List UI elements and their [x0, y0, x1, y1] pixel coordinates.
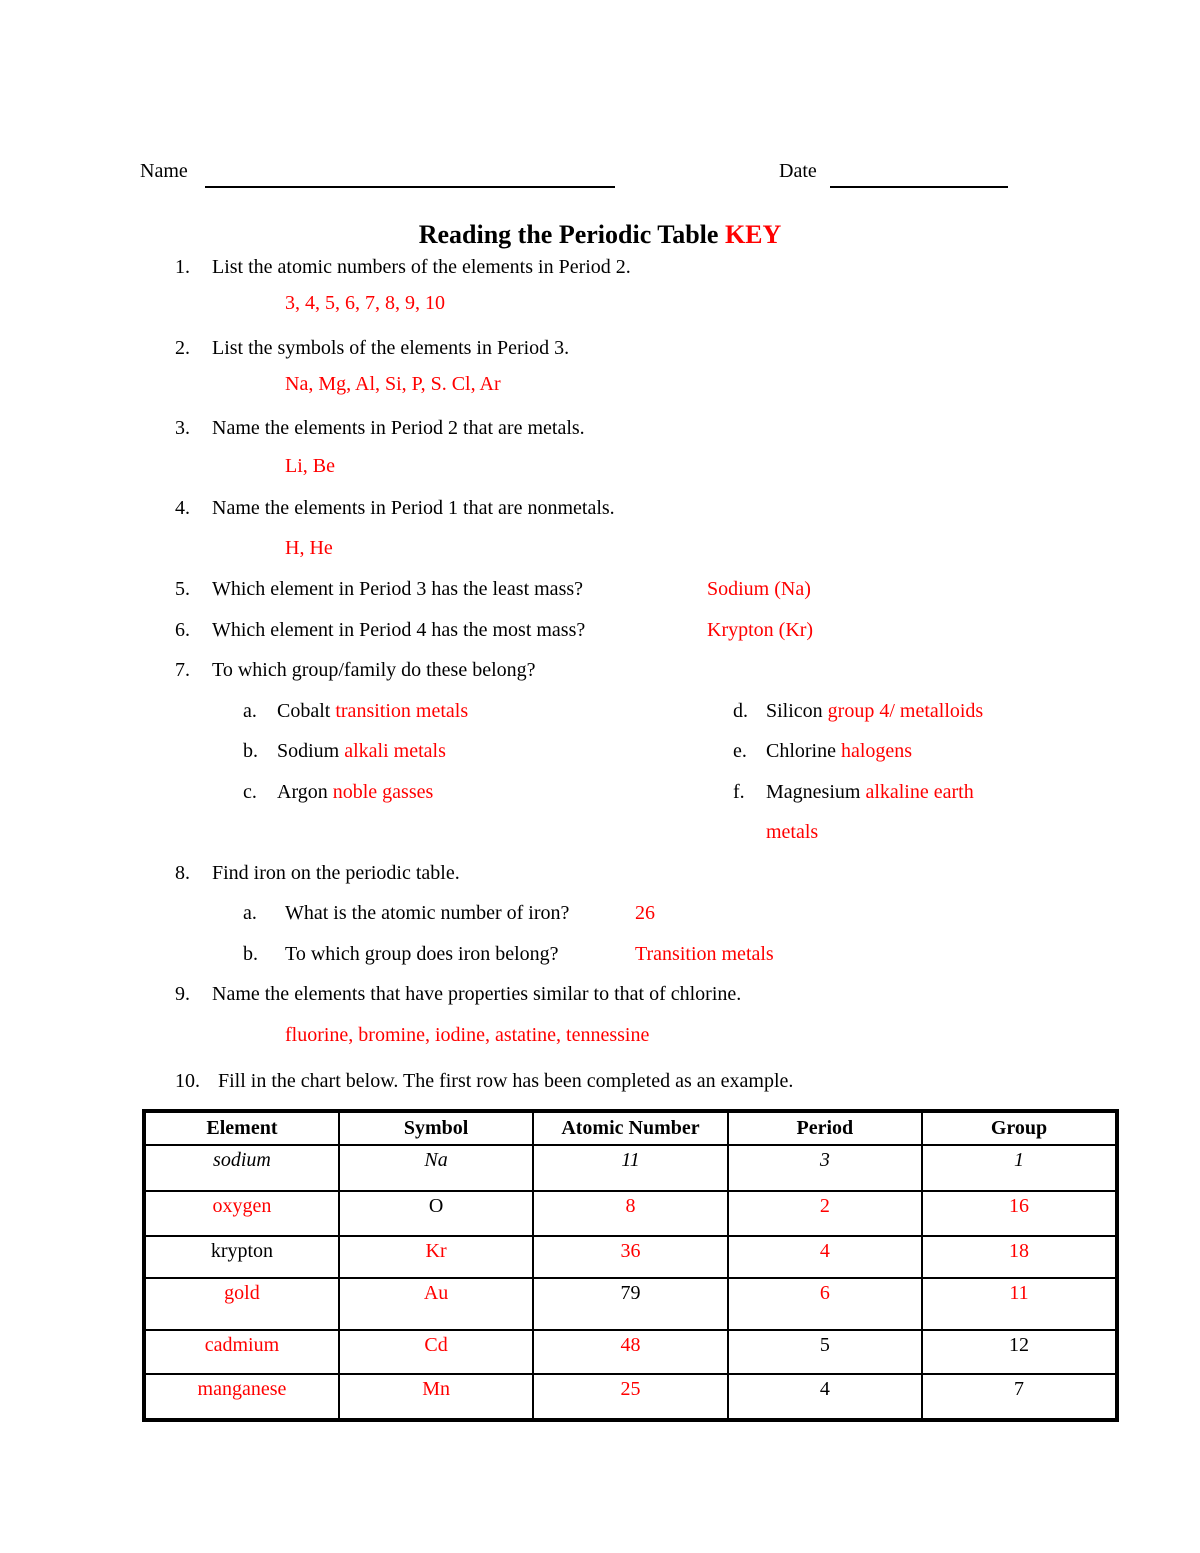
- question-text: Find iron on the periodic table.: [212, 862, 460, 884]
- table-cell: 12: [922, 1330, 1116, 1374]
- subitem-body: [277, 698, 468, 724]
- table-header-cell: Element: [145, 1112, 339, 1145]
- table-row: [145, 1145, 1117, 1191]
- question-number: 6.: [175, 619, 190, 641]
- question-text: To which group/family do these belong?: [212, 659, 536, 681]
- table-cell: 3: [728, 1145, 922, 1191]
- table-row: [145, 1278, 1117, 1330]
- table-cell: 2: [728, 1191, 922, 1236]
- subitem-letter: f.: [733, 781, 745, 803]
- table-cell: 8: [533, 1191, 727, 1236]
- table-cell: 11: [533, 1145, 727, 1191]
- question-text: List the atomic numbers of the elements in Period 2.: [212, 256, 631, 278]
- table-header-cell: Period: [728, 1112, 922, 1145]
- table-cell: 18: [922, 1236, 1116, 1278]
- answers-table: [143, 1110, 1118, 1421]
- answer-text: Na, Mg, Al, Si, P, S. Cl, Ar: [285, 373, 501, 395]
- table-cell: Na: [339, 1145, 533, 1191]
- question-text: Name the elements in Period 1 that are nonmetals.: [212, 497, 615, 519]
- subitem-letter: c.: [243, 781, 257, 803]
- table-row: [145, 1191, 1117, 1236]
- date-blank-line: [830, 154, 1008, 188]
- table-cell: 79: [533, 1278, 727, 1330]
- table-cell: 36: [533, 1236, 727, 1278]
- subitem-letter: b.: [243, 740, 258, 762]
- table-row: [145, 1236, 1117, 1278]
- question-text: Name the elements that have properties similar to that of chlorine.: [212, 983, 742, 1005]
- table-cell: Cd: [339, 1330, 533, 1374]
- table-cell: Kr: [339, 1236, 533, 1278]
- subitem-body: [277, 738, 446, 764]
- subitem-answer: alkali metals: [344, 740, 446, 762]
- subitem-answer: halogens: [841, 740, 913, 762]
- subitem-prompt: Sodium: [277, 740, 340, 762]
- page-title-key: KEY: [724, 220, 782, 249]
- question-number: 10.: [175, 1070, 200, 1092]
- table-cell: 5: [728, 1330, 922, 1374]
- subitem-letter: a.: [243, 902, 257, 924]
- answer-text: fluorine, bromine, iodine, astatine, tennessine: [285, 1024, 650, 1046]
- question-text: Which element in Period 3 has the least mass?: [212, 578, 584, 600]
- table-cell: 1: [922, 1145, 1116, 1191]
- answer-text: Sodium (Na): [707, 578, 811, 600]
- table-header-cell: Atomic Number: [533, 1112, 727, 1145]
- table-cell: 7: [922, 1374, 1116, 1420]
- subitem-answer: transition metals: [335, 700, 469, 722]
- page-title: [0, 220, 1200, 250]
- answer-text: Krypton (Kr): [707, 619, 814, 641]
- answer-text: Li, Be: [285, 455, 335, 477]
- table-cell: Au: [339, 1278, 533, 1330]
- table-cell: 16: [922, 1191, 1116, 1236]
- subitem-letter: b.: [243, 943, 258, 965]
- table-cell: O: [339, 1191, 533, 1236]
- table-cell: 11: [922, 1278, 1116, 1330]
- subitem-body: [277, 779, 433, 805]
- table-cell: 25: [533, 1374, 727, 1420]
- subitem-body: [766, 779, 974, 805]
- subitem-answer: noble gasses: [332, 781, 434, 803]
- subitem-prompt: Magnesium: [766, 781, 861, 803]
- question-text: List the symbols of the elements in Period 3.: [212, 337, 570, 359]
- answer-text: 3, 4, 5, 6, 7, 8, 9, 10: [285, 292, 445, 314]
- table-cell: Mn: [339, 1374, 533, 1420]
- subitem-body: [766, 698, 983, 724]
- question-number: 1.: [175, 256, 190, 278]
- table-cell: oxygen: [145, 1191, 339, 1236]
- subitem-body: [766, 738, 912, 764]
- table-header-cell: Group: [922, 1112, 1116, 1145]
- table-cell: 6: [728, 1278, 922, 1330]
- question-number: 2.: [175, 337, 190, 359]
- question-text: Name the elements in Period 2 that are metals.: [212, 417, 585, 439]
- question-text: Fill in the chart below. The first row has been completed as an example.: [218, 1070, 794, 1092]
- subitem-answer: alkaline earth: [865, 781, 974, 803]
- table-cell: sodium: [145, 1145, 339, 1191]
- table-body: [145, 1145, 1117, 1420]
- table-row: [145, 1374, 1117, 1420]
- subitem-prompt: Cobalt: [277, 700, 331, 722]
- table-cell: 4: [728, 1374, 922, 1420]
- subitem-prompt: Argon: [277, 781, 328, 803]
- table-header-row: [145, 1112, 1117, 1145]
- question-number: 9.: [175, 983, 190, 1005]
- table-cell: 48: [533, 1330, 727, 1374]
- subitem-answer: group 4/ metalloids: [827, 700, 984, 722]
- answer-text: H, He: [285, 537, 333, 559]
- page-title-text: Reading the Periodic Table: [418, 220, 719, 249]
- subitem-prompt: Chlorine: [766, 740, 836, 762]
- name-blank-line: [205, 154, 615, 188]
- question-text: Which element in Period 4 has the most mass?: [212, 619, 586, 641]
- table-header-cell: Symbol: [339, 1112, 533, 1145]
- table-cell: krypton: [145, 1236, 339, 1278]
- subitem-prompt: To which group does iron belong?: [285, 943, 559, 965]
- question-number: 5.: [175, 578, 190, 600]
- date-label: Date: [779, 160, 817, 182]
- subitem-answer: Transition metals: [635, 943, 774, 965]
- question-number: 7.: [175, 659, 190, 681]
- question-number: 8.: [175, 862, 190, 884]
- table-cell: manganese: [145, 1374, 339, 1420]
- subitem-prompt: What is the atomic number of iron?: [285, 902, 570, 924]
- subitem-letter: a.: [243, 700, 257, 722]
- subitem-letter: e.: [733, 740, 747, 762]
- table-row: [145, 1330, 1117, 1374]
- subitem-prompt: Silicon: [766, 700, 823, 722]
- name-label: Name: [140, 160, 188, 182]
- table-cell: gold: [145, 1278, 339, 1330]
- question-number: 3.: [175, 417, 190, 439]
- subitem-letter: d.: [733, 700, 748, 722]
- subitem-answer: 26: [635, 902, 655, 924]
- question-number: 4.: [175, 497, 190, 519]
- subitem-answer-continued: metals: [766, 821, 819, 843]
- table-cell: 4: [728, 1236, 922, 1278]
- table-cell: cadmium: [145, 1330, 339, 1374]
